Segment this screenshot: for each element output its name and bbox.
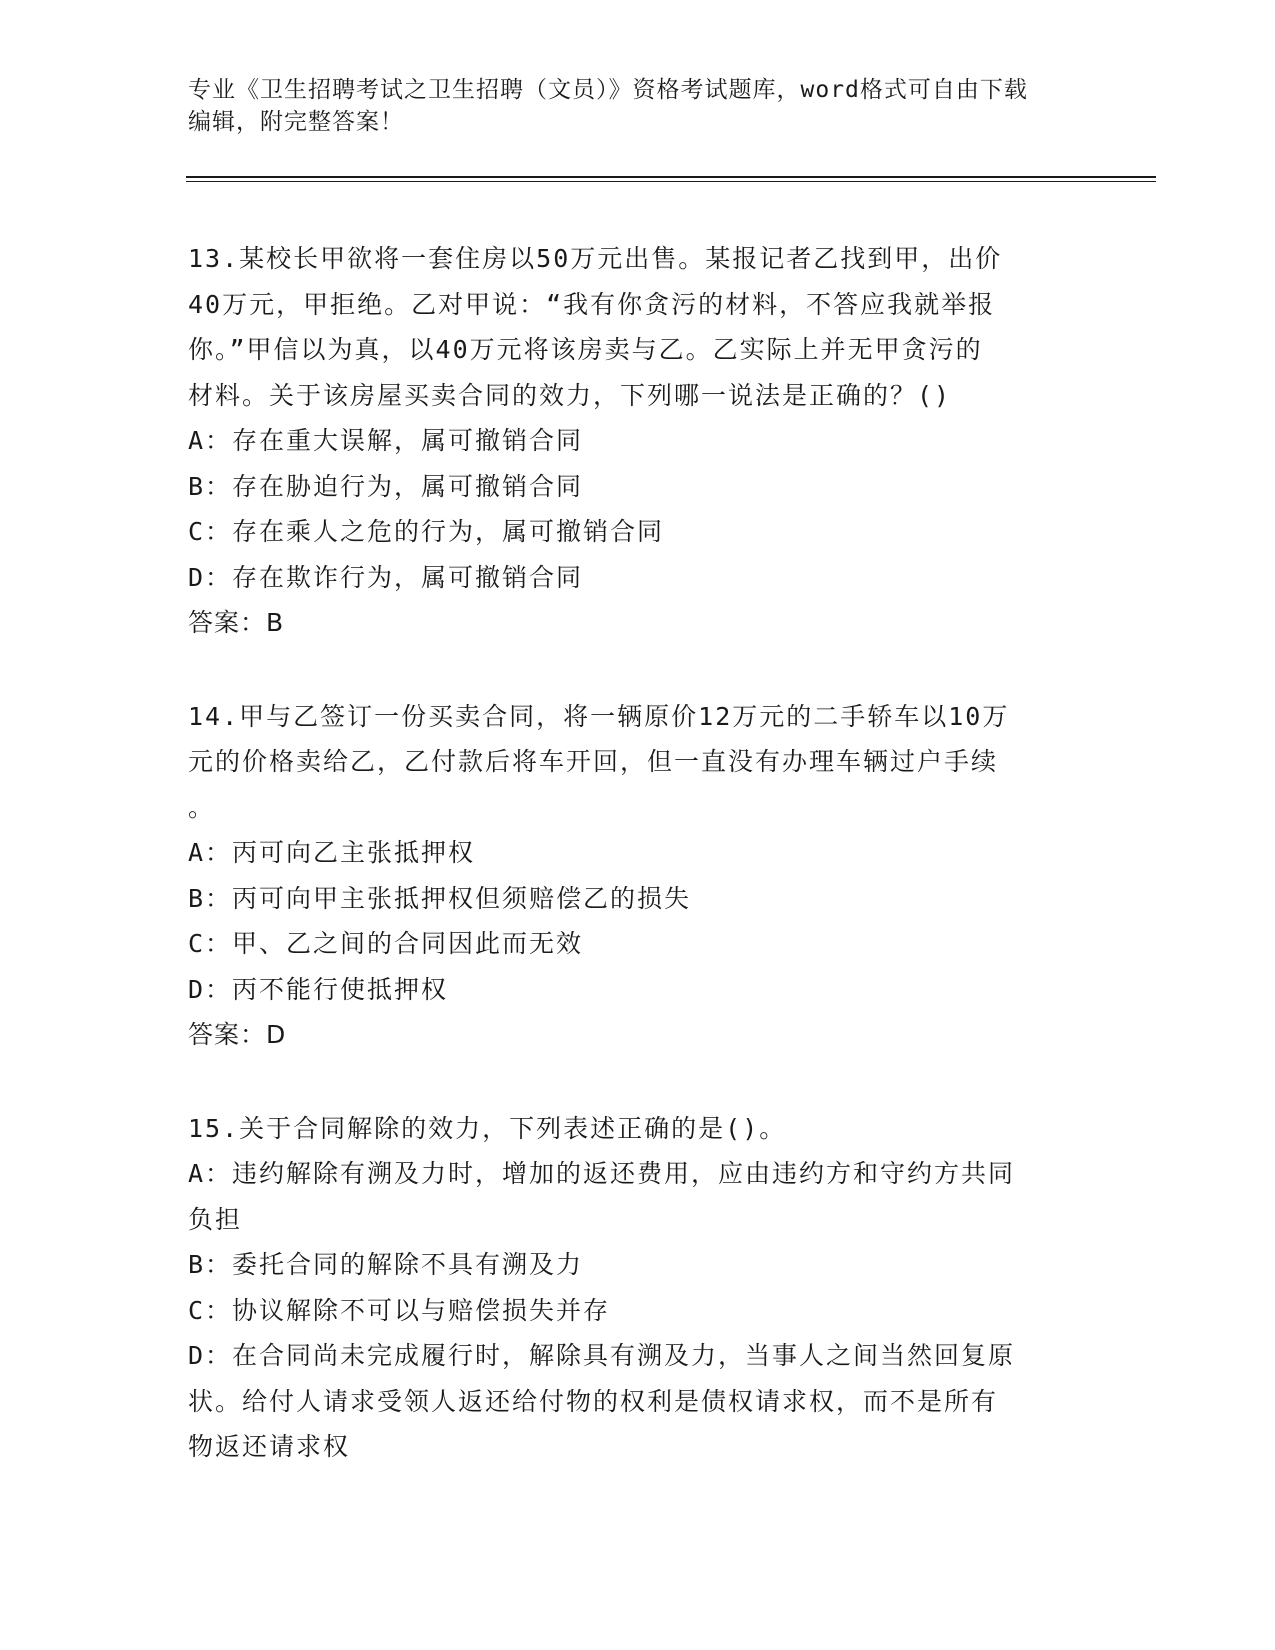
- option-text: A：丙可向乙主张抵押权: [188, 838, 476, 867]
- header-line: 编辑，附完整答案！: [188, 109, 404, 135]
- question-list: [188, 236, 1088, 1518]
- header-line: 专业《卫生招聘考试之卫生招聘（文员）》资格考试题库，word格式可自由下载: [188, 77, 1028, 103]
- header-divider: [186, 176, 1156, 178]
- option-text: D：在合同尚未完成履行时，解除具有溯及力，当事人之间当然回复原: [188, 1341, 1016, 1370]
- option-text: C：协议解除不可以与赔偿损失并存: [188, 1295, 611, 1325]
- answer-key: 答案：D: [188, 1020, 287, 1049]
- option-text: D：存在欺诈行为，属可撤销合同: [188, 562, 584, 592]
- option-text: C：甲、乙之间的合同因此而无效: [188, 929, 584, 958]
- header-divider-thin: [186, 181, 1156, 182]
- answer-option: [188, 555, 1088, 601]
- answer-option: [188, 876, 1088, 922]
- option-text: 状。给付人请求受领人返还给付物的权利是债权请求权，而不是所有: [188, 1386, 999, 1416]
- document-header: [188, 74, 1068, 138]
- answer-option: [188, 921, 1088, 967]
- question-text: 13.某校长甲欲将一套住房以50万元出售。某报记者乙找到甲，出价: [188, 244, 1003, 273]
- option-text: B：委托合同的解除不具有溯及力: [188, 1250, 584, 1279]
- answer-option: [188, 1151, 1088, 1242]
- question-text: 40万元，甲拒绝。乙对甲说：“我有你贪污的材料，不答应我就举报: [188, 289, 996, 319]
- answer-option: [188, 1288, 1088, 1334]
- question-text: 材料。关于该房屋买卖合同的效力，下列哪一说法是正确的？(): [188, 380, 952, 410]
- option-text: 物返还请求权: [188, 1432, 351, 1461]
- option-text: A：存在重大误解，属可撤销合同: [188, 426, 584, 455]
- question-text: 。: [188, 792, 216, 822]
- option-text: B：存在胁迫行为，属可撤销合同: [188, 471, 584, 501]
- answer-option: [188, 1333, 1088, 1470]
- option-text: B：丙可向甲主张抵押权但须赔偿乙的损失: [188, 883, 692, 913]
- option-text: 负担: [188, 1204, 243, 1234]
- question-text: 你。”甲信以为真，以40万元将该房卖与乙。乙实际上并无甲贪污的: [188, 335, 983, 364]
- answer-option: [188, 967, 1088, 1013]
- question-text: 15.关于合同解除的效力，下列表述正确的是()。: [188, 1113, 787, 1143]
- option-text: D：丙不能行使抵押权: [188, 974, 449, 1004]
- answer-option: [188, 830, 1088, 876]
- question-text: 元的价格卖给乙，乙付款后将车开回，但一直没有办理车辆过户手续: [188, 747, 999, 776]
- question-block: [188, 1106, 1088, 1470]
- option-text: A：违约解除有溯及力时，增加的返还费用，应由违约方和守约方共同: [188, 1159, 1016, 1188]
- question-text: 14.甲与乙签订一份买卖合同，将一辆原价12万元的二手轿车以10万: [188, 701, 1010, 731]
- option-text: C：存在乘人之危的行为，属可撤销合同: [188, 517, 665, 546]
- question-block: [188, 236, 1088, 646]
- answer-key: 答案：B: [188, 608, 285, 637]
- answer-option: [188, 1242, 1088, 1288]
- answer-option: [188, 509, 1088, 555]
- answer-option: [188, 464, 1088, 510]
- answer-option: [188, 418, 1088, 464]
- question-block: [188, 694, 1088, 1058]
